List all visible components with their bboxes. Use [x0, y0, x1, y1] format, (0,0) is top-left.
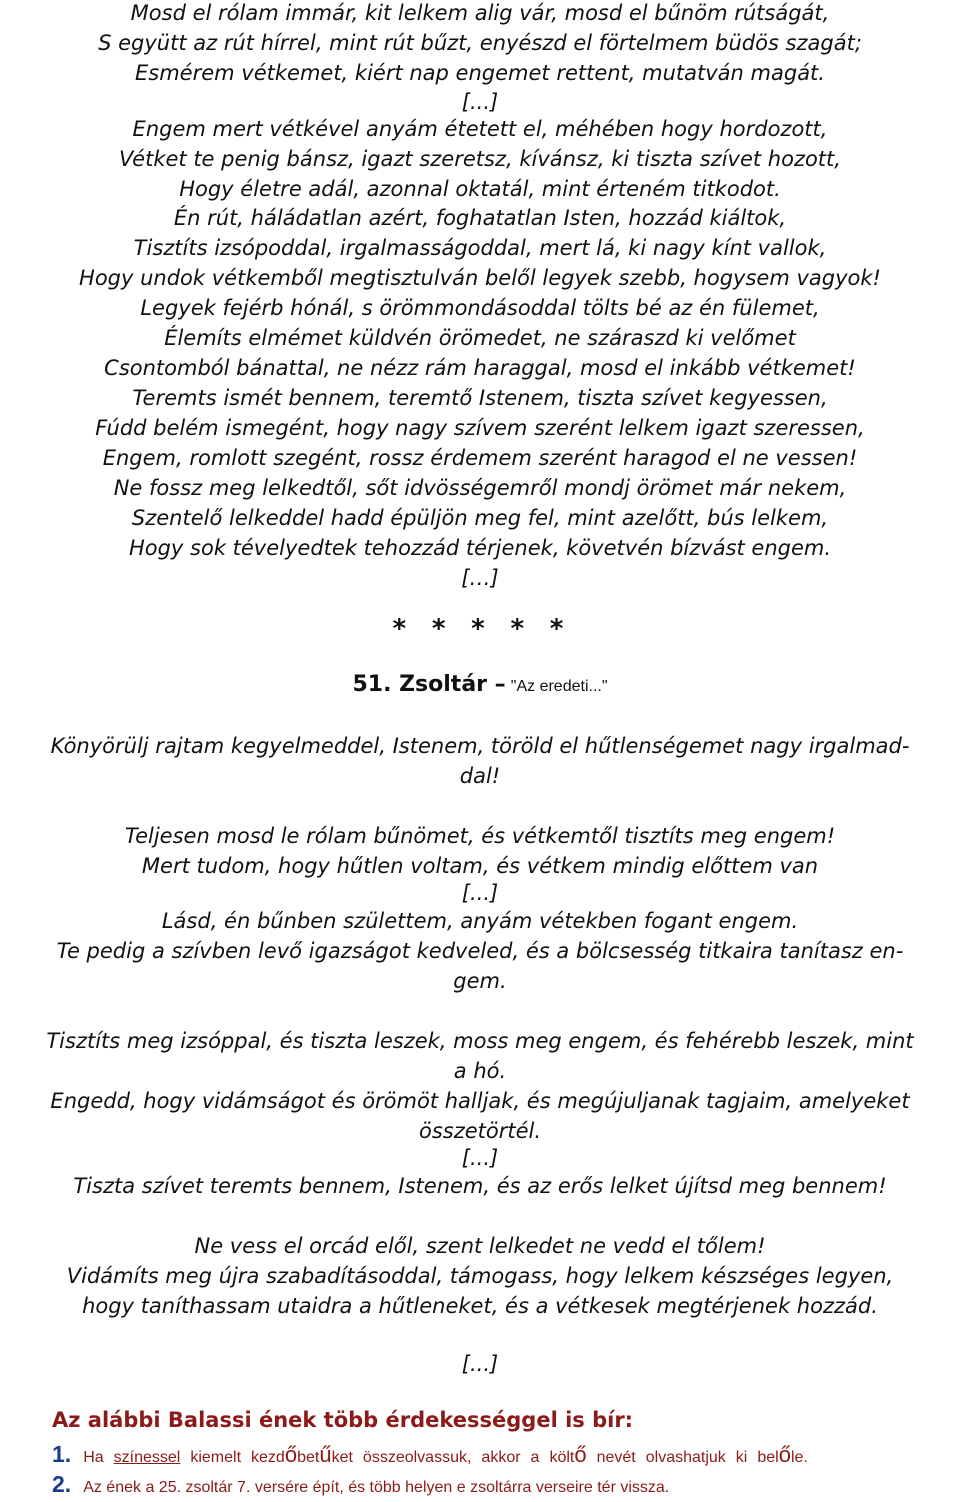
poem-line: Hogy undok vétkemből megtisztulván belől legyek szebb, hogysem vagyok!: [79, 266, 881, 290]
note-word: olvashatjuk: [645, 1449, 726, 1466]
poem-line: Tisztíts izsópoddal, irgalmasságoddal, mert lá, ki nagy kínt vallok,: [133, 236, 827, 260]
psalm-line: Te pedig a szívben levő igazságot kedveled, és a bölcsesség titkaira tanítasz en-: [56, 939, 904, 963]
note-highlight-letter: ű: [319, 1442, 332, 1467]
psalm-line: Vidámíts meg újra szabadításoddal, támogass, hogy lelkem készséges legyen,: [66, 1264, 894, 1288]
psalm-line: Ne vess el orcád elől, szent lelkedet ne vedd el tőlem!: [194, 1234, 766, 1258]
note-word: bet: [297, 1449, 320, 1466]
poem-line: Teremts ismét bennem, teremtő Istenem, tiszta szívet kegyessen,: [132, 386, 828, 410]
note-number: 2.: [52, 1471, 72, 1497]
note-word: le.: [790, 1449, 808, 1466]
poem-line: Fúdd belém ismegént, hogy nagy szívem szerént lelkem igazt szeressen,: [95, 416, 865, 440]
note-highlight-letter: ő: [284, 1442, 298, 1467]
note-2: [52, 1470, 669, 1502]
psalm-line: dal!: [459, 764, 501, 788]
poem-line: Hogy sok tévelyedtek tehozzád térjenek, követvén bízvást engem.: [128, 536, 832, 560]
note-word: nevét: [596, 1449, 636, 1466]
note-word: ket: [331, 1449, 353, 1466]
poem-line: Csontomból bánattal, ne nézz rám haraggal, mosd el inkább vétkemet!: [104, 356, 856, 380]
note-text: Az ének a 25. zsoltár 7. versére épít, és több helyen e zsoltárra verseire tér vissza.: [83, 1479, 670, 1496]
separator-stars: * * * * *: [391, 614, 569, 644]
note-word: Ha: [83, 1449, 104, 1466]
poem-line: Szentelő lelkeddel hadd épüljön meg fel, mint azelőtt, bús lelkem,: [131, 506, 829, 530]
poem-line: Legyek fejérb hónál, s örömmondásoddal tölts bé az én fülemet,: [140, 296, 820, 320]
note-word: bel: [757, 1449, 779, 1466]
note-highlight-letter: ő: [574, 1442, 587, 1467]
poem-line: Élemíts elmémet küldvén örömedet, ne száraszd ki velőmet: [164, 326, 796, 350]
note-word: akkor: [481, 1449, 521, 1466]
psalm-line: Mert tudom, hogy hűtlen voltam, és vétkem mindig előttem van: [141, 854, 819, 878]
psalm-line: Lásd, én bűnben születtem, anyám vétekben fogant engem.: [161, 909, 799, 933]
poem-line: Mosd el rólam immár, kit lelkem alig vár, mosd el bűnöm rútságát,: [130, 1, 830, 25]
psalm-line: Könyörülj rajtam kegyelmeddel, Istenem, töröld el hűtlenségemet nagy irgalmad-: [50, 734, 910, 758]
note-word-underlined: színessel: [113, 1449, 181, 1466]
note-word: összeolvassuk,: [362, 1449, 472, 1466]
note-word: költ: [549, 1449, 575, 1466]
note-word: kezd: [251, 1449, 285, 1466]
psalm-line: hogy taníthassam utaidra a hűtleneket, és a vétkesek megtérjenek hozzád.: [82, 1294, 878, 1318]
note-number: 1.: [52, 1441, 72, 1467]
psalm-line: Tisztíts meg izsóppal, és tiszta leszek, moss meg engem, és fehérebb leszek, mint: [46, 1029, 914, 1053]
note-word: kiemelt: [190, 1449, 242, 1466]
ellipsis-marker: [...]: [461, 1146, 499, 1170]
psalm-heading: [0, 668, 960, 704]
note-word: a: [530, 1449, 540, 1466]
poem-line: Esmérem vétkemet, kiért nap engemet rettent, mutatván magát.: [135, 61, 825, 85]
note-1: [52, 1440, 808, 1472]
poem-line: Engem, romlott szegént, rossz érdemem szerént haragod el ne vessen!: [102, 446, 858, 470]
psalm-line: Teljesen mosd le rólam bűnömet, és vétkemtől tisztíts meg engem!: [124, 824, 836, 848]
psalm-number: 51. Zsoltár –: [352, 672, 506, 697]
psalm-line: összetörtél.: [418, 1119, 542, 1143]
psalm-line: gem.: [453, 969, 507, 993]
psalm-quote: "Az eredeti...": [510, 678, 608, 695]
note-highlight-letter: ő: [778, 1442, 791, 1467]
ellipsis-marker: [...]: [461, 881, 499, 905]
note-word: ki: [735, 1449, 748, 1466]
info-title: Az alábbi Balassi ének több érdekességgel is bír:: [52, 1408, 634, 1432]
poem-line: Hogy életre adál, azonnal oktatál, mint érteném titkodot.: [179, 177, 781, 201]
poem-line: S együtt az rút hírrel, mint rút bűzt, enyészd el förtelmem büdös szagát;: [98, 31, 862, 55]
poem-line: Engem mert vétkével anyám étetett el, méhében hogy hordozott,: [132, 117, 828, 141]
ellipsis-marker: [...]: [461, 1352, 499, 1376]
psalm-line: a hó.: [453, 1059, 507, 1083]
poem-line: Ne fossz meg lelkedtől, sőt idvösségemről mondj örömet már nekem,: [113, 476, 847, 500]
ellipsis-marker: [...]: [461, 90, 499, 114]
ellipsis-marker: […]: [461, 566, 499, 590]
poem-line: Vétket te penig bánsz, igazt szeretsz, kívánsz, ki tiszta szívet hozott,: [119, 147, 841, 171]
poem-line: Én rút, háládatlan azért, foghatatlan Isten, hozzád kiáltok,: [173, 206, 787, 230]
psalm-line: Tiszta szívet teremts bennem, Istenem, és az erős lelket újítsd meg bennem!: [73, 1174, 887, 1198]
psalm-line: Engedd, hogy vidámságot és örömöt halljak, és megújuljanak tagjaim, amelyeket: [50, 1089, 910, 1113]
